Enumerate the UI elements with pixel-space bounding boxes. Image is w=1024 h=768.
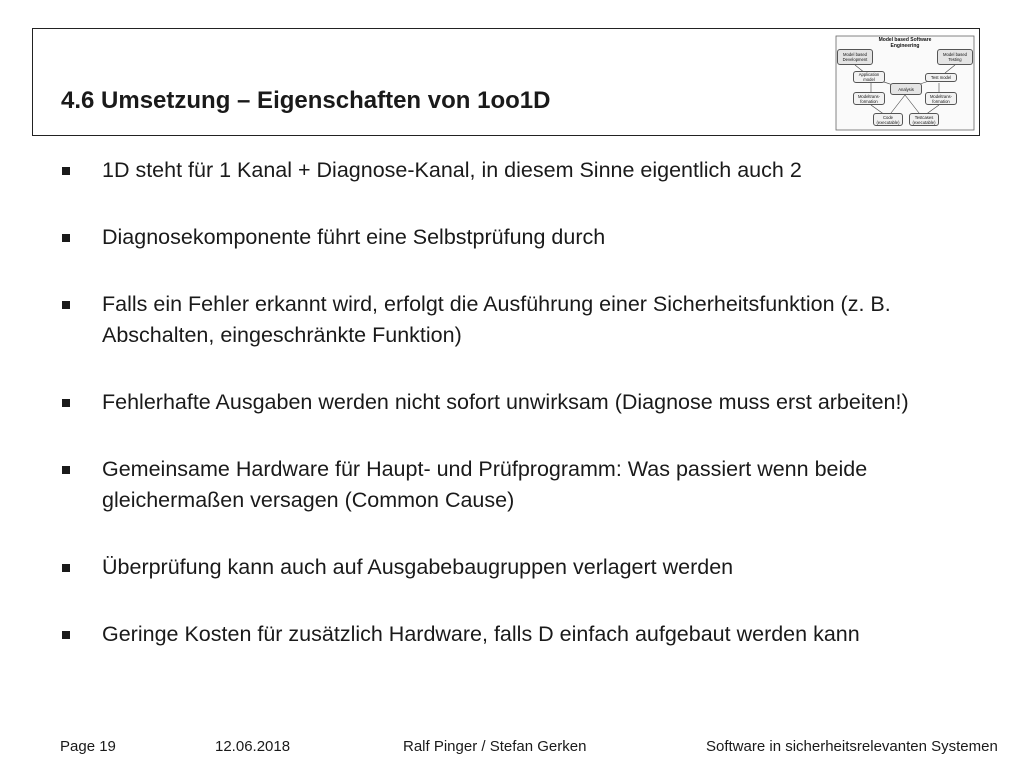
bullet-text: Geringe Kosten für zusätzlich Hardware, falls D einfach aufgebaut werden kann [102,622,860,646]
square-bullet-icon [62,301,70,309]
bullet-text: Gemeinsame Hardware für Haupt- und Prüfprogramm: Was passiert wenn beide gleichermaßen versagen (Common Cause) [102,457,868,512]
footer-page-number: Page 19 [60,738,116,755]
mbse-node-development: Model based Development [837,49,873,65]
footer-date: 12.06.2018 [215,738,291,755]
bullet-text: Überprüfung kann auch auf Ausgabebaugruppen verlagert werden [102,555,734,579]
mbse-node-modeltransformation-left: Modeltrans-formation [853,92,885,105]
square-bullet-icon [62,631,70,639]
square-bullet-icon [62,466,70,474]
bullet-item [60,387,980,418]
bullet-text: Falls ein Fehler erkannt wird, erfolgt die Ausführung einer Sicherheitsfunktion (z. B. Abschalten, eingeschränkte Funktion) [102,292,891,347]
bullet-text: Diagnosekomponente führt eine Selbstprüfung durch [102,225,606,249]
bullet-item [60,222,980,253]
bullet-item [60,155,980,186]
bullet-item [60,619,980,650]
bullet-text: Fehlerhafte Ausgaben werden nicht sofort unwirksam (Diagnose muss erst arbeiten!) [102,390,909,414]
square-bullet-icon [62,564,70,572]
mbse-node-analysis: Analysis [890,83,922,95]
mbse-diagram [835,35,975,131]
footer-course-title: Software in sicherheitsrelevanten Systemen [706,738,998,755]
bullet-item [60,454,980,516]
slide-header [32,28,980,136]
square-bullet-icon [62,234,70,242]
square-bullet-icon [62,167,70,175]
mbse-node-modeltransformation-right: Modeltrans-formation [925,92,957,105]
mbse-node-testcases: Testcases (executable) [909,113,939,126]
footer-authors: Ralf Pinger / Stefan Gerken [403,738,587,755]
mbse-node-testing: Model based Testing [937,49,973,65]
mbse-heading: Model based Software Engineering [878,37,932,49]
mbse-node-test-model: Test model [925,73,957,82]
mbse-node-code: Code (executable) [873,113,903,126]
bullet-list [60,155,980,686]
bullet-item [60,289,980,351]
square-bullet-icon [62,399,70,407]
bullet-item [60,552,980,583]
slide-title: 4.6 Umsetzung – Eigenschaften von 1oo1D [61,87,551,114]
bullet-text: 1D steht für 1 Kanal + Diagnose-Kanal, in diesem Sinne eigentlich auch 2 [102,158,802,182]
mbse-node-application-model: Application model [853,71,885,83]
